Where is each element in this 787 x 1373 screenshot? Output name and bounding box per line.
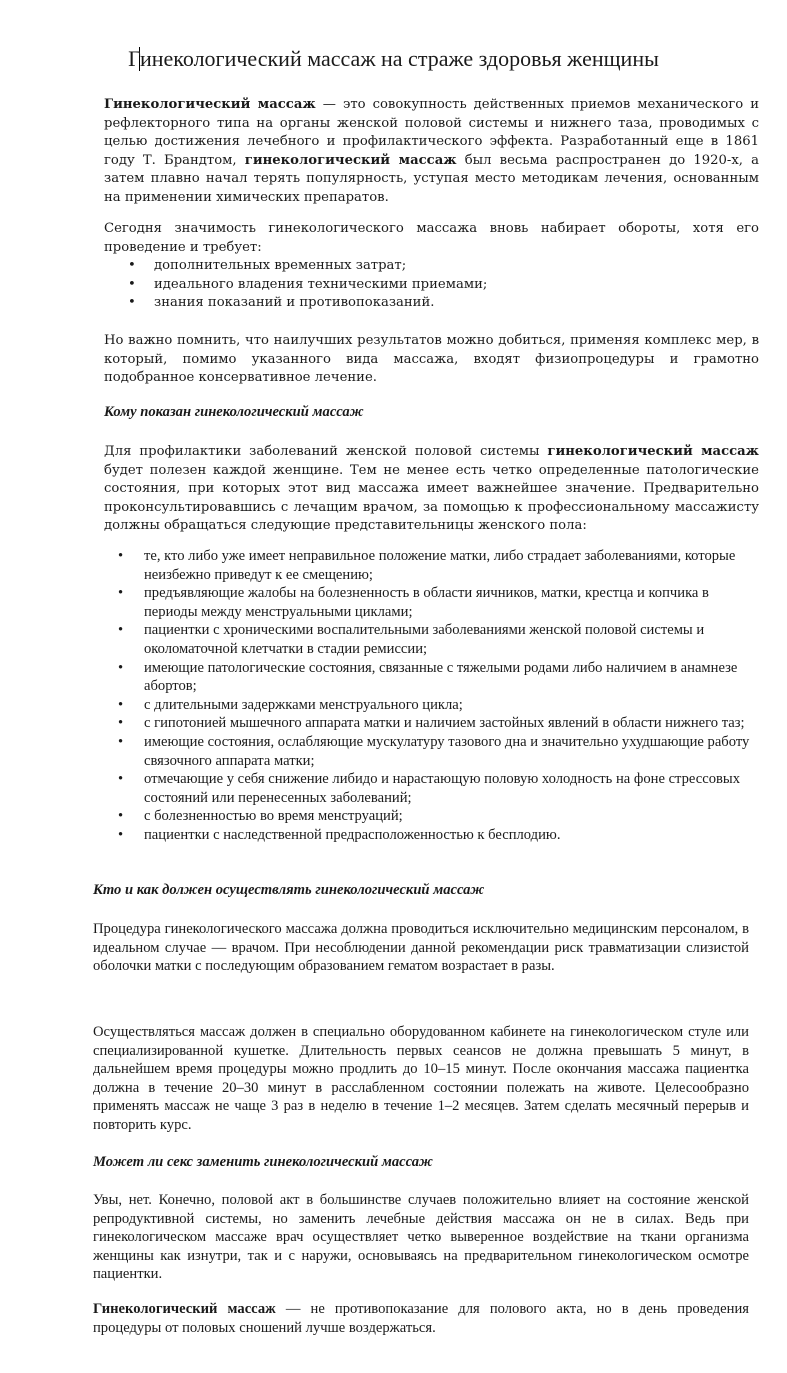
bullet-icon: •: [118, 659, 124, 676]
list-item: • с длительными задержками менструального цикла;: [118, 696, 463, 713]
section-heading-sex: Может ли секс заменить гинекологический массаж: [93, 1154, 433, 1170]
list-item: • дополнительных временных затрат;: [154, 257, 754, 276]
list-item: • предъявляющие жалобы на болезненность в области яичников, матки, крестца и копчика в периоды между менструальными циклами;: [118, 585, 709, 620]
requirements-list: [128, 257, 754, 313]
list-item: • имеющие патологические состояния, связанные с тяжелыми родами либо наличием в анамнезе абортов;: [118, 659, 738, 695]
section-heading-indications: Кому показан гинекологический массаж: [104, 404, 364, 420]
intro-text-1: — это совокупность действенных приемов механического и рефлекторного типа на органы женской половой системы и нижнего таза, проводимых с целью достижения лечебного и профилактического эффекта. Разработанный еще в 1861 году Т. Брандтом,: [104, 97, 759, 168]
today-paragraph: Сегодня значимость гинекологического массажа вновь набирает обороты, хотя его проведение и требует:: [104, 221, 759, 255]
bullet-icon: •: [128, 295, 136, 311]
who-paragraph-2: Осуществляться массаж должен в специально оборудованном кабинете на гинекологическом стуле или специализированной кушетке. Длительность первых сеансов не должна превышать 5 минут, в дальнейшем время процедуры можно продлить до 10–15 минут. После окончания массажа пациентка должна в течение 20–30 минут в расслабленном состоянии полежать на животе. Целесообразно применять массаж не чаще 3 раз в неделю в течение 1–2 месяцев. Затем сделать месячный перерыв и повторить курс.: [93, 1024, 749, 1133]
bullet-icon: •: [118, 826, 124, 843]
list-item: • с гипотонией мышечного аппарата матки и наличием застойных явлений в области нижнего таз;: [118, 715, 745, 732]
remember-paragraph: Но важно помнить, что наилучших результатов можно добиться, применяя комплекс мер, в который, помимо указанного вида массажа, входят физиопроцедуры и грамотно подобранное консервативное лечение.: [104, 333, 759, 386]
list-item: • идеального владения техническими приемами;: [154, 276, 754, 295]
bullet-icon: •: [118, 696, 124, 713]
list-item: • знания показаний и противопоказаний.: [154, 294, 754, 313]
bullet-icon: •: [118, 585, 124, 602]
sex-paragraph-1: Увы, нет. Конечно, половой акт в большинстве случаев положительно влияет на состояние женской репродуктивной системы, но заменить лечебные действия массажа он не в силах. Ведь при гинекологическом массаже врач осуществляет четко выверенное воздействие на ткани организма женщины как изнутри, так и с наружи, основываясь на предварительном гинекологическом осмотре пациентки.: [93, 1192, 749, 1283]
intro-term-2: гинекологический массаж: [244, 152, 457, 168]
bullet-icon: •: [118, 808, 124, 825]
bullet-icon: •: [118, 715, 124, 732]
list-item: • имеющие состояния, ослабляющие мускулатуру тазового дна и значительно ухудшающие работу связочного аппарата матки;: [118, 733, 750, 769]
indications-paragraph: Для профилактики заболеваний женской половой системы гинекологический массаж будет полезен каждой женщине. Тем не менее есть четко определенные патологические состояния, при которых этот вид массажа имеет важнейшее значение. Предварительно проконсультировавшись с лечащим врачом, за помощью к профессиональному массажисту должны обращаться следующие представительницы женского пола:: [104, 444, 760, 534]
list-item: • те, кто либо уже имеет неправильное положение матки, либо страдает заболеваниями, которые неизбежно приведут к ее смещению;: [118, 548, 736, 583]
bullet-icon: •: [118, 771, 124, 788]
who-paragraph-1: Процедура гинекологического массажа должна проводиться исключительно медицинским персоналом, в идеальном случае — врачом. При несоблюдении данной рекомендации риск травматизации слизистой оболочки матки с последующим образованием гематом возрастает в разы.: [93, 921, 749, 975]
bullet-icon: •: [128, 258, 136, 273]
list-item: • отмечающие у себя снижение либидо и нарастающую половую холодность на фоне стрессовых состояний или перенесенных заболеваний;: [118, 771, 740, 806]
sex-term: Гинекологический массаж: [93, 1301, 276, 1317]
bullet-icon: •: [118, 548, 124, 564]
list-item: • с болезненностью во время менструаций;: [118, 808, 403, 825]
indications-term: гинекологический массаж: [547, 444, 760, 459]
page-title: Гинекологический массаж на страже здоровья женщины: [128, 46, 659, 71]
bullet-icon: •: [128, 276, 136, 292]
bullet-icon: •: [118, 622, 124, 639]
intro-paragraph: [104, 96, 759, 208]
intro-term: Гинекологический массаж: [104, 97, 316, 112]
list-item: • пациентки с наследственной предрасположенностью к бесплодию.: [118, 826, 561, 843]
section-heading-who: Кто и как должен осуществлять гинекологический массаж: [93, 882, 485, 898]
sex-paragraph-2: Гинекологический массаж — не противопоказание для полового акта, но в день проведения процедуры от половых сношений лучше воздержаться.: [93, 1301, 749, 1336]
intro-text-2: был весьма распространен до 1920-х, а затем плавно начал терять популярность, уступая место методикам лечения, основанным на применении химических препаратов.: [104, 152, 759, 205]
list-item: • пациентки с хроническими воспалительными заболеваниями женской половой системы и околоматочной клетчатки в стадии ремиссии;: [118, 622, 705, 657]
bullet-icon: •: [118, 733, 124, 750]
indications-list: [118, 547, 754, 845]
